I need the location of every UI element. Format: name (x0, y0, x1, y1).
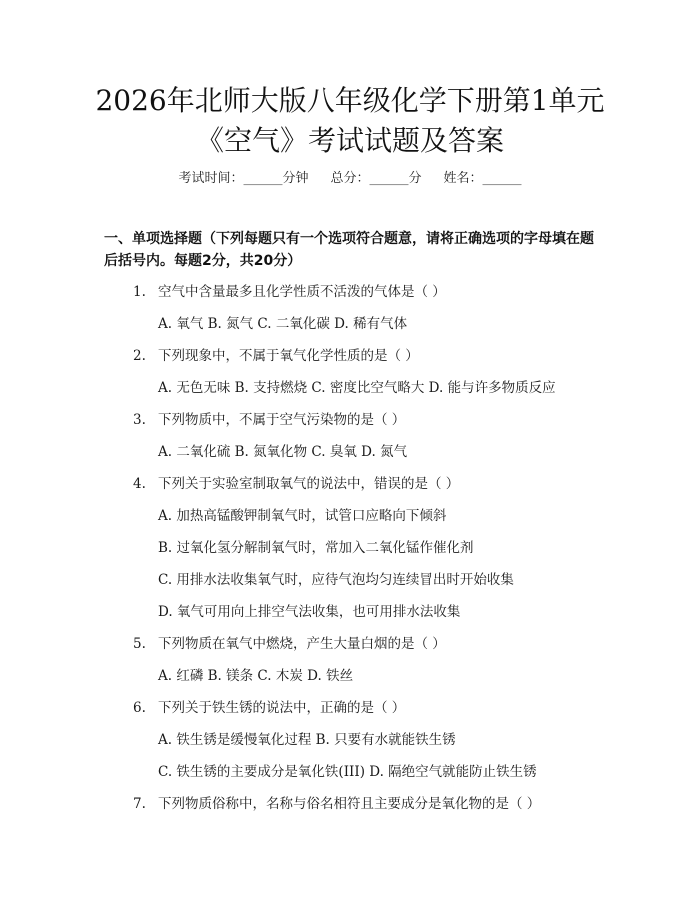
section-heading: 一、单项选择题（下列每题只有一个选项符合题意，请将正确选项的字母填在题后括号内。每题2分，共20分） (104, 231, 594, 269)
question-text: 下列物质俗称中，名称与俗名相符且主要成分是氧化物的是（ ） (158, 796, 541, 812)
exam-time-field: 考试时间：______分钟 (178, 171, 309, 186)
question-2-options: A. 无色无味 B. 支持燃烧 C. 密度比空气略大 D. 能与许多物质反应 (158, 380, 556, 396)
question-text: 下列现象中，不属于氧气化学性质的是（ ） (158, 348, 419, 364)
question-number: 1. (133, 284, 146, 300)
question-4-option-d: D. 氧气可用向上排空气法收集，也可用排水法收集 (158, 604, 461, 620)
total-score-field: 总分：______分 (330, 171, 422, 186)
question-4-option-c: C. 用排水法收集氧气时，应待气泡均匀连续冒出时开始收集 (158, 572, 514, 588)
question-1 (133, 282, 446, 302)
question-number: 5. (133, 636, 146, 652)
question-text: 空气中含量最多且化学性质不活泼的气体是（ ） (158, 284, 446, 300)
question-number: 4. (133, 476, 146, 492)
question-6 (133, 698, 405, 718)
question-2 (133, 346, 419, 366)
question-6-options-cd: C. 铁生锈的主要成分是氧化铁(III) D. 隔绝空气就能防止铁生锈 (158, 764, 537, 780)
student-name-field: 姓名：______ (443, 171, 522, 186)
question-number: 6. (133, 700, 146, 716)
document-title-line-2: 《空气》考试试题及答案 (195, 124, 504, 157)
question-number: 3. (133, 412, 146, 428)
exam-info-line (0, 170, 700, 188)
question-4 (133, 474, 459, 494)
question-4-option-a: A. 加热高锰酸钾制氧气时，试管口应略向下倾斜 (158, 508, 447, 524)
question-number: 2. (133, 348, 146, 364)
document-title-line-1: 2026年北师大版八年级化学下册第1单元 (95, 84, 605, 117)
question-6-options-ab: A. 铁生锈是缓慢氧化过程 B. 只要有水就能铁生锈 (158, 732, 456, 748)
question-5-options: A. 红磷 B. 镁条 C. 木炭 D. 铁丝 (158, 668, 354, 684)
question-5 (133, 634, 446, 654)
question-number: 7. (133, 796, 146, 812)
question-3 (133, 410, 405, 430)
question-text: 下列物质中，不属于空气污染物的是（ ） (158, 412, 406, 428)
question-7 (133, 794, 540, 814)
question-text: 下列关于实验室制取氧气的说法中，错误的是（ ） (158, 476, 460, 492)
question-text: 下列关于铁生锈的说法中，正确的是（ ） (158, 700, 406, 716)
question-3-options: A. 二氧化硫 B. 氮氧化物 C. 臭氧 D. 氮气 (158, 444, 408, 460)
question-4-option-b: B. 过氧化氢分解制氧气时，常加入二氧化锰作催化剂 (158, 540, 474, 556)
question-1-options: A. 氧气 B. 氮气 C. 二氧化碳 D. 稀有气体 (158, 316, 408, 332)
question-text: 下列物质在氧气中燃烧，产生大量白烟的是（ ） (158, 636, 446, 652)
